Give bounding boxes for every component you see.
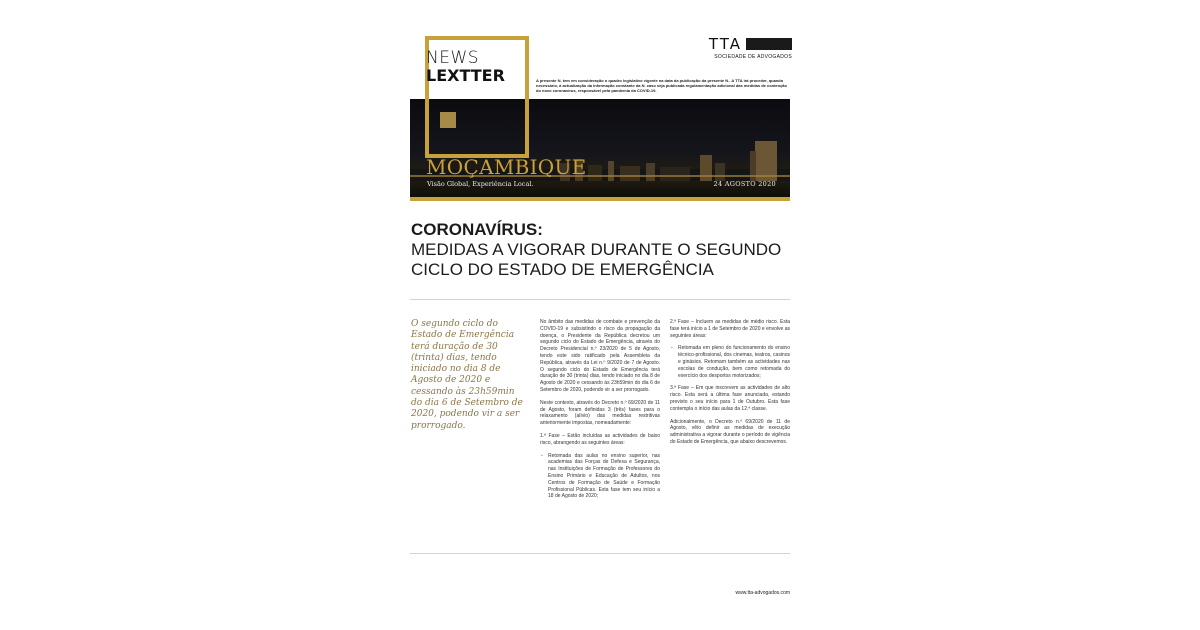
col2-phase-2: 2.ª Fase – Incluem as medidas de médio risco. Esta fase terá início a 1 de Setembro de 2020 e envolve as seguintes áreas: <box>670 319 790 339</box>
col1-paragraph-1: No âmbito das medidas de combate e prevenção da COVID-19 e subsistindo o risco da propagação da doença, o Presidente da República decretou um segundo ciclo do Estado de Emergência, através do Decreto Presidencial n.º 23/2020 de 5 de Agosto, tendo este sido ratificado pela Assembleia da República, através da Lei n.º 9/2020 de 7 de Agosto. O segundo ciclo do Estado de Emergência terá duração de 30 (trinta) dias, tendo iniciado no dia 8 de Agosto de 2020 e cessando às 23h59min do dia 6 de Setembro de 2020, podendo vir a ser prorrogado. <box>540 319 660 393</box>
headline-line-1: CORONAVÍRUS: <box>411 220 543 239</box>
col2-paragraph-3: Adicionalmente, o Decreto n.º 69/2020 de 11 de Agosto, vêio definir as medidas de execução administrativa a vigorar durante o período de vigência do Estado de Emergência, que abaixo descrevemos. <box>670 418 790 445</box>
hero-stripe <box>410 197 790 201</box>
lead-paragraph: O segundo ciclo do Estado de Emergência terá duração de 30 (trinta) dias, tendo iniciado no dia 8 de Agosto de 2020 e cessando às 23h59min do dia 6 de Setembro de 2020, podendo vir a ser prorrogado. <box>411 319 523 431</box>
masthead-line-2: LEXTTER <box>426 66 505 85</box>
col1-bullet-list <box>540 453 660 501</box>
masthead-title <box>426 50 505 84</box>
column-2 <box>670 319 790 452</box>
col2-bullet-1: ▪ Retomada em pleno do funcionamento do ensino técnico-profissional, dos cinemas, teatros, casinos e ginásios. Retomam também as actividades nas escolas de condução, bem como retomada do exercício dos desportos motorizados; <box>678 345 790 379</box>
logo-letters: TTA <box>708 35 742 53</box>
headline-line-2: MEDIDAS A VIGORAR DURANTE O SEGUNDO <box>411 240 782 259</box>
col2-bullet-list <box>670 345 790 379</box>
masthead-line-1: NEWS <box>426 48 480 68</box>
website-link[interactable]: www.tta-advogados.com <box>735 590 790 596</box>
col1-paragraph-2: Neste contexto, através do Decreto n.º 69/2020 de 11 de Agosto, foram definidas 3 (três) fases para o relaxamento (alívio) das medidas restritivas anteriormente impostas, nomeadamente: <box>540 399 660 427</box>
masthead-square <box>440 112 456 128</box>
column-1 <box>540 319 660 506</box>
tta-logo <box>709 35 792 60</box>
logo-bar <box>746 38 792 50</box>
col1-bullet-1: ▪ Retomada das aulas no ensino superior, nas academias das Forças de Defesa e Segurança, nas Instituições de Formação de Professores do Ensino Primário e Educação de Adultos, nos Centros de Formação de Saúde e Formação Profissional Públicas. Esta fase tem seu início a 18 de Agosto de 2020; <box>548 453 660 501</box>
newsletter-page <box>408 34 792 600</box>
headline <box>411 220 791 280</box>
intro-note: A presente N. tem em consideração o quadro legislativo vigente na data da publicação da presente N.. A TTA irá proceder, quando necessário, à actualização da informação constante da N. caso seja publicada regulamentação adicional das medidas de contenção do novo coronavírus, responsável pela pandemia da COVID-19. <box>536 78 787 93</box>
headline-line-3: CICLO DO ESTADO DE EMERGÊNCIA <box>411 260 714 279</box>
logo-subtitle: SOCIEDADE DE ADVOGADOS <box>714 54 792 60</box>
hero-country: MOÇAMBIQUE <box>426 155 587 179</box>
divider-bottom <box>410 553 790 554</box>
col2-phase-3: 3.ª Fase – Em que inscrevem as actividades de alto risco. Esta será a última fase anunciada, estando previsto o seu início para 1 de Outubro. Esta fase contempla o início das aulas da 12.ª classe. <box>670 385 790 412</box>
hero-date: 24 AGOSTO 2020 <box>713 180 776 188</box>
hero-tagline: Visão Global, Experiência Local. <box>427 180 534 188</box>
col1-phase-1: 1.ª Fase – Estão incluídas as actividades de baixo risco, abrangendo as seguintes áreas: <box>540 432 660 446</box>
divider-top <box>410 299 790 300</box>
